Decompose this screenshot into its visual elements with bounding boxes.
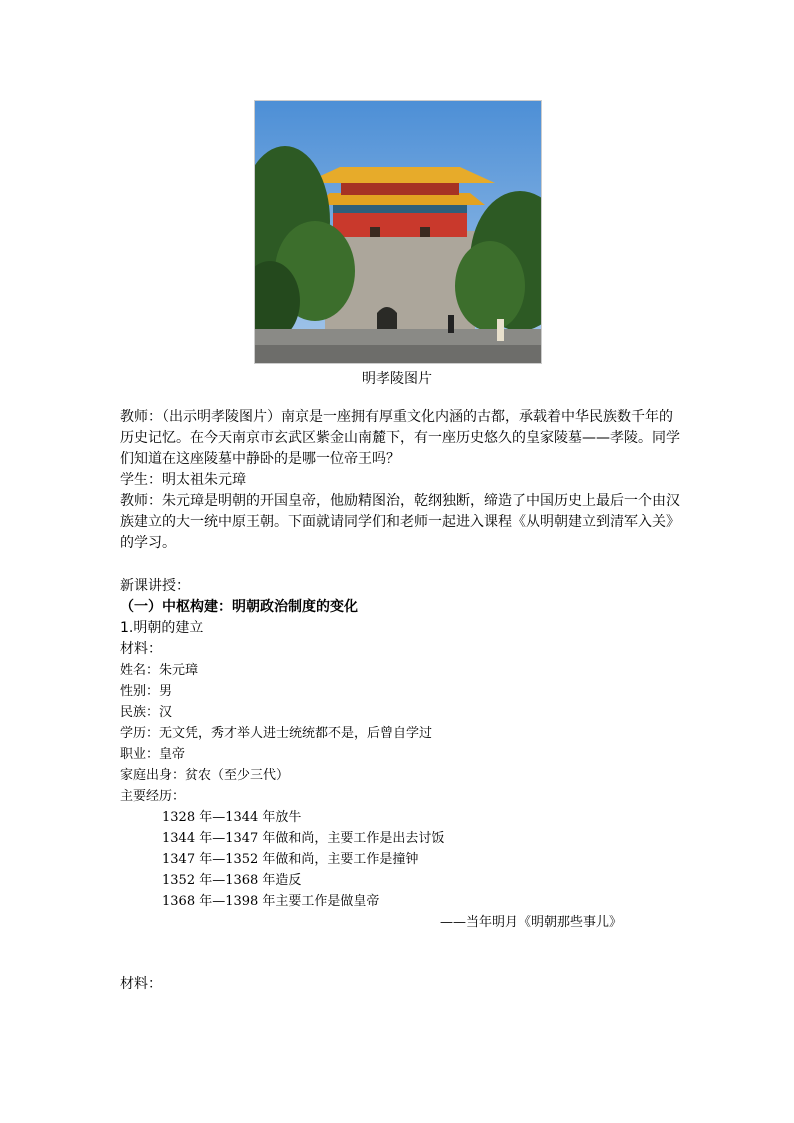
teacher-paragraph-2: 教师：朱元璋是明朝的开国皇帝，他励精图治，乾纲独断，缔造了中国历史上最后一个由汉族建立的大一统中原王朝。下面就请同学们和老师一起进入课程《从明朝建立到清军入关》的学习。 xyxy=(120,493,680,551)
section-title: （一）中枢构建：明朝政治制度的变化 xyxy=(120,599,358,615)
experience-item: 1347 年—1352 年做和尚，主要工作是撞钟 xyxy=(162,852,419,867)
source-citation: ——当年明月《明朝那些事儿》 xyxy=(440,915,623,930)
student-answer: 学生：明太祖朱元璋 xyxy=(120,472,246,488)
experience-item: 1328 年—1344 年放牛 xyxy=(162,810,302,825)
profile-name: 姓名：朱元璋 xyxy=(120,663,199,678)
profile-experience-label: 主要经历： xyxy=(120,789,186,804)
mausoleum-photo-icon xyxy=(255,101,541,363)
profile-education: 学历：无文凭，秀才举人进士统统都不是，后曾自学过 xyxy=(120,726,433,741)
image-caption: 明孝陵图片 xyxy=(362,371,432,387)
profile-ethnicity: 民族：汉 xyxy=(120,705,173,720)
teacher-paragraph-1: 教师：（出示明孝陵图片）南京是一座拥有厚重文化内涵的古都，承载着中华民族数千年的历史记忆。在今天南京市玄武区紫金山南麓下，有一座历史悠久的皇家陵墓——孝陵。同学们知道在这座陵墓中静卧的是哪一位帝王吗？ xyxy=(120,409,680,467)
experience-item: 1344 年—1347 年做和尚，主要工作是出去讨饭 xyxy=(162,831,445,846)
experience-item: 1352 年—1368 年造反 xyxy=(162,873,302,888)
profile-gender: 性别：男 xyxy=(120,684,173,699)
experience-item: 1368 年—1398 年主要工作是做皇帝 xyxy=(162,894,380,909)
material-label: 材料： xyxy=(120,641,162,657)
material-label-2: 材料： xyxy=(120,976,162,992)
profile-family: 家庭出身：贫农（至少三代） xyxy=(120,768,290,783)
subsection-title: 1.明朝的建立 xyxy=(120,620,204,636)
lesson-heading: 新课讲授： xyxy=(120,578,190,594)
mausoleum-photo xyxy=(254,100,542,364)
profile-occupation: 职业：皇帝 xyxy=(120,747,186,762)
